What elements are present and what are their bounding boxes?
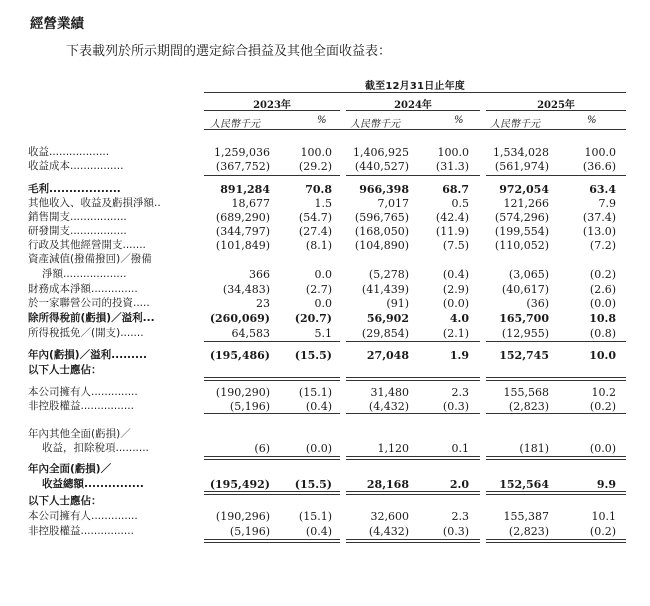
- row-value: 1.5: [314, 197, 332, 210]
- row-value: 100.0: [584, 146, 616, 159]
- year-rule-2023: [204, 110, 340, 111]
- row-value: 100.0: [437, 146, 469, 159]
- row-value: 10.1: [591, 510, 616, 523]
- row-value: 5.1: [314, 327, 332, 340]
- row-label: 本公司擁有人..............: [28, 386, 138, 398]
- row-value: (91): [386, 297, 409, 310]
- table-row: [28, 183, 628, 196]
- total-double-rule-2: [486, 377, 626, 381]
- table-row: [28, 442, 628, 455]
- table-row: [28, 463, 628, 476]
- row-value: 28,168: [366, 478, 409, 491]
- subtotal-rule-0: [204, 175, 340, 176]
- row-value: (344,797): [215, 225, 270, 238]
- row-value: (5,278): [368, 268, 409, 281]
- table-row: [28, 495, 628, 508]
- table-row: [28, 197, 628, 210]
- section-title: 經營業績: [30, 16, 84, 32]
- row-value: (440,527): [354, 160, 409, 173]
- year-header-2024: 2024年: [394, 100, 432, 111]
- row-value: (15.5): [294, 478, 332, 491]
- row-value: (7.5): [442, 239, 469, 252]
- row-value: (561,974): [494, 160, 549, 173]
- row-value: 56,902: [366, 312, 409, 325]
- row-value: (34,483): [222, 283, 270, 296]
- header-bottom-rule: [204, 129, 626, 130]
- row-value: 7.9: [598, 197, 616, 210]
- row-value: 1,259,036: [214, 146, 270, 159]
- row-value: (101,849): [215, 239, 270, 252]
- row-value: (2.1): [442, 327, 469, 340]
- total-double-rule-1: [346, 491, 480, 495]
- row-label: 收益，扣除稅項..........: [42, 442, 149, 454]
- subtotal-rule-0: [204, 413, 340, 414]
- row-value: (0.3): [442, 400, 469, 413]
- row-label: 收益..................: [28, 146, 110, 158]
- table-row: [28, 239, 628, 252]
- income-statement-table: [28, 0, 628, 606]
- row-value: (0.0): [589, 442, 616, 455]
- row-value: (4,432): [368, 400, 409, 413]
- unit-label-2025: 人民幣千元: [490, 119, 540, 130]
- row-value: (15.1): [298, 510, 332, 523]
- row-value: 152,745: [499, 349, 549, 362]
- row-value: (7.2): [589, 239, 616, 252]
- row-value: (0.2): [589, 268, 616, 281]
- row-value: 155,387: [503, 510, 549, 523]
- table-row: [28, 327, 628, 340]
- period-header-rule: [204, 92, 626, 93]
- row-label: 以下人士應佔：: [28, 364, 102, 376]
- row-value: (29.2): [298, 160, 332, 173]
- row-value: (6): [254, 442, 270, 455]
- row-label: 所得稅抵免／(開支).......: [28, 327, 144, 339]
- row-value: 366: [249, 268, 270, 281]
- row-label: 資產減值(撥備撥回)／撥備: [28, 253, 152, 265]
- row-value: 0.5: [451, 197, 469, 210]
- table-row: [28, 160, 628, 173]
- row-value: (5,196): [229, 400, 270, 413]
- row-value: (168,050): [354, 225, 409, 238]
- subtotal-rule-1: [346, 175, 480, 176]
- row-value: (199,554): [494, 225, 549, 238]
- row-value: (29,854): [361, 327, 409, 340]
- row-value: 27,048: [366, 349, 409, 362]
- row-value: 155,568: [503, 386, 549, 399]
- row-label: 非控股權益................: [28, 400, 134, 412]
- row-value: (31.3): [435, 160, 469, 173]
- row-label: 以下人士應佔：: [28, 495, 102, 507]
- row-label: 毛利..................: [28, 183, 121, 195]
- row-value: (0.4): [305, 525, 332, 538]
- total-double-rule-1: [346, 456, 480, 460]
- row-value: (4,432): [368, 525, 409, 538]
- total-double-rule-1: [346, 377, 480, 381]
- year-header-2023: 2023年: [253, 100, 291, 111]
- row-value: (3,065): [508, 268, 549, 281]
- row-value: (0.4): [305, 400, 332, 413]
- row-value: 9.9: [596, 478, 616, 491]
- row-value: (0.0): [589, 297, 616, 310]
- row-value: (104,890): [354, 239, 409, 252]
- row-value: (36): [526, 297, 549, 310]
- row-value: 152,564: [499, 478, 549, 491]
- row-value: (0.0): [305, 442, 332, 455]
- row-label: 財務成本淨額..............: [28, 283, 138, 295]
- row-value: (0.8): [589, 327, 616, 340]
- row-value: (2,823): [508, 525, 549, 538]
- table-row: [28, 386, 628, 399]
- row-value: (0.2): [589, 400, 616, 413]
- row-value: (260,069): [209, 312, 270, 325]
- table-row: [28, 510, 628, 523]
- row-value: (195,486): [209, 349, 270, 362]
- pct-label-2024: %: [454, 115, 464, 126]
- row-label: 行政及其他經營開支.......: [28, 239, 146, 251]
- table-row: [28, 225, 628, 238]
- table-row: [28, 428, 628, 441]
- row-value: (195,492): [209, 478, 270, 491]
- row-value: (0.3): [442, 525, 469, 538]
- table-row: [28, 268, 628, 281]
- row-value: 31,480: [370, 386, 409, 399]
- row-value: 0.0: [314, 268, 332, 281]
- row-value: (42.4): [435, 211, 469, 224]
- unit-label-2024: 人民幣千元: [350, 119, 400, 130]
- table-row: [28, 400, 628, 413]
- total-double-rule-0: [204, 456, 340, 460]
- row-value: 121,266: [503, 197, 549, 210]
- row-value: (689,290): [215, 211, 270, 224]
- unit-label-2023: 人民幣千元: [210, 119, 260, 130]
- row-value: 10.0: [589, 349, 616, 362]
- row-label: 年內全面(虧損)／: [28, 463, 112, 475]
- row-value: (5,196): [229, 525, 270, 538]
- subtotal-rule-1: [346, 341, 480, 342]
- row-value: 4.0: [449, 312, 469, 325]
- row-label: 年內其他全面(虧損)／: [28, 428, 131, 440]
- row-value: (36.6): [582, 160, 616, 173]
- row-value: (11.9): [435, 225, 469, 238]
- row-value: 1.9: [449, 349, 469, 362]
- row-value: 10.2: [591, 386, 616, 399]
- row-value: 18,677: [231, 197, 270, 210]
- row-label: 收益總額...............: [42, 478, 144, 490]
- row-value: (15.5): [294, 349, 332, 362]
- table-row: [28, 283, 628, 296]
- row-value: 2.0: [449, 478, 469, 491]
- table-row: [28, 312, 628, 325]
- row-label: 收益成本................: [28, 160, 124, 172]
- row-value: 7,017: [377, 197, 409, 210]
- row-value: 0.1: [451, 442, 469, 455]
- pct-label-2025: %: [587, 115, 597, 126]
- total-double-rule-2: [486, 491, 626, 495]
- row-value: (2,823): [508, 400, 549, 413]
- table-row: [28, 525, 628, 538]
- row-value: (2.9): [442, 283, 469, 296]
- row-value: 23: [256, 297, 270, 310]
- row-label: 銷售開支.................: [28, 211, 127, 223]
- row-label: 於一家聯營公司的投資.....: [28, 297, 150, 309]
- row-value: (0.4): [442, 268, 469, 281]
- row-label: 年內(虧損)／溢利.........: [28, 349, 147, 361]
- row-value: (12,955): [501, 327, 549, 340]
- row-label: 其他收入、收益及虧損淨額..: [28, 197, 161, 209]
- row-label: 淨額...................: [42, 268, 127, 280]
- row-value: 966,398: [359, 183, 409, 196]
- total-double-rule-1: [346, 539, 480, 543]
- row-value: (27.4): [298, 225, 332, 238]
- row-value: (15.1): [298, 386, 332, 399]
- row-value: 68.7: [442, 183, 469, 196]
- row-value: 70.8: [305, 183, 332, 196]
- year-header-2025: 2025年: [537, 100, 575, 111]
- row-value: 100.0: [300, 146, 332, 159]
- row-value: 10.8: [589, 312, 616, 325]
- row-value: (2.6): [589, 283, 616, 296]
- row-value: (41,439): [361, 283, 409, 296]
- row-value: (2.7): [305, 283, 332, 296]
- row-value: (8.1): [305, 239, 332, 252]
- total-double-rule-0: [204, 377, 340, 381]
- row-value: 165,700: [499, 312, 549, 325]
- row-value: 63.4: [589, 183, 616, 196]
- total-double-rule-0: [204, 539, 340, 543]
- table-row: [28, 297, 628, 310]
- table-row: [28, 253, 628, 266]
- row-value: 891,284: [220, 183, 270, 196]
- year-rule-2025: [486, 110, 626, 111]
- row-value: 1,120: [377, 442, 409, 455]
- table-row: [28, 478, 628, 491]
- subtotal-rule-0: [204, 341, 340, 342]
- table-row: [28, 349, 628, 362]
- year-rule-2024: [346, 110, 480, 111]
- subtotal-rule-2: [486, 341, 626, 342]
- row-value: 2.3: [451, 386, 469, 399]
- row-value: (0.0): [442, 297, 469, 310]
- row-value: (574,296): [494, 211, 549, 224]
- row-value: (190,290): [215, 386, 270, 399]
- row-value: (367,752): [215, 160, 270, 173]
- row-value: (37.4): [582, 211, 616, 224]
- row-value: (40,617): [501, 283, 549, 296]
- row-value: (54.7): [298, 211, 332, 224]
- table-row: [28, 364, 628, 377]
- row-label: 研發開支.................: [28, 225, 127, 237]
- row-value: 2.3: [451, 510, 469, 523]
- total-double-rule-0: [204, 491, 340, 495]
- subtotal-rule-2: [486, 413, 626, 414]
- row-label: 本公司擁有人..............: [28, 510, 138, 522]
- period-header: 截至12月31日止年度: [364, 81, 466, 92]
- pct-label-2023: %: [317, 115, 327, 126]
- row-label: 非控股權益................: [28, 525, 134, 537]
- row-value: (110,052): [494, 239, 549, 252]
- total-double-rule-2: [486, 539, 626, 543]
- table-row: [28, 146, 628, 159]
- row-value: 972,054: [499, 183, 549, 196]
- row-value: 32,600: [370, 510, 409, 523]
- row-value: (190,296): [215, 510, 270, 523]
- row-value: (13.0): [582, 225, 616, 238]
- row-value: 0.0: [314, 297, 332, 310]
- subtotal-rule-1: [346, 413, 480, 414]
- row-value: (596,765): [354, 211, 409, 224]
- subtotal-rule-2: [486, 175, 626, 176]
- row-value: 1,406,925: [353, 146, 409, 159]
- total-double-rule-2: [486, 456, 626, 460]
- row-value: (20.7): [294, 312, 332, 325]
- row-value: (0.2): [589, 525, 616, 538]
- table-row: [28, 211, 628, 224]
- row-value: 1,534,028: [493, 146, 549, 159]
- row-value: 64,583: [231, 327, 270, 340]
- row-label: 除所得稅前(虧損)／溢利...: [28, 312, 155, 324]
- row-value: (181): [519, 442, 549, 455]
- intro-text: 下表載列於所示期間的選定綜合損益及其他全面收益表：: [66, 44, 392, 59]
